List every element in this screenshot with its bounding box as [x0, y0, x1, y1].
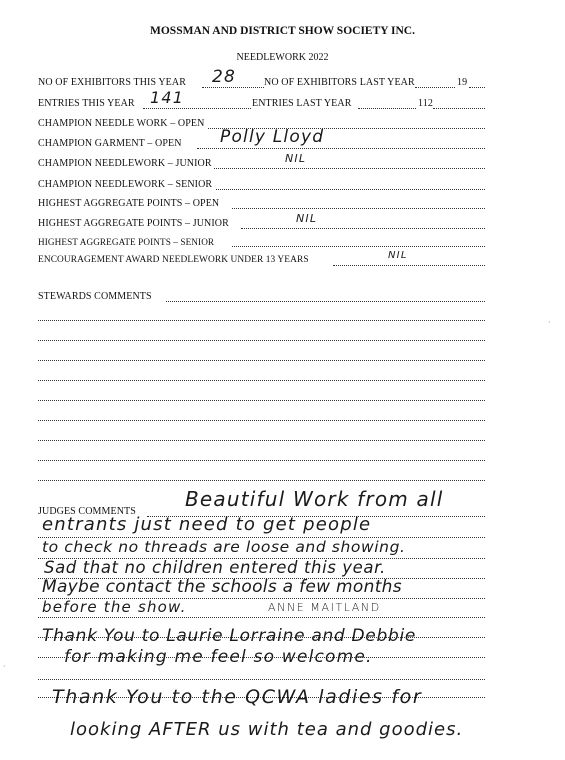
stewards-line — [38, 380, 485, 381]
exhibitors-last-year-value: 19 — [457, 77, 468, 88]
entries-this-year-value: 141 — [150, 88, 185, 107]
stewards-line — [38, 480, 485, 481]
highest-points-senior-line — [232, 246, 485, 247]
champion-garment-open-label: CHAMPION GARMENT – OPEN — [38, 138, 182, 149]
judges-comment-line-3: to check no threads are loose and showing. — [42, 538, 406, 556]
judges-comments-label: JUDGES COMMENTS — [38, 506, 136, 517]
judges-comment-line-9: Thank You to the QCWA ladies for — [52, 686, 423, 708]
entries-last-year-line-a — [358, 108, 416, 109]
judges-comment-line-2: entrants just need to get people — [42, 514, 372, 535]
entries-this-year-line — [143, 108, 251, 109]
exhibitors-this-year-value: 28 — [212, 67, 237, 87]
highest-points-open-label: HIGHEST AGGREGATE POINTS – OPEN — [38, 198, 220, 209]
judges-comment-line-6: before the show. — [42, 598, 187, 616]
scan-speck: · — [3, 662, 6, 671]
highest-points-junior-line — [241, 228, 485, 229]
champion-garment-open-value: Polly Lloyd — [220, 127, 325, 147]
judges-comment-line-1: Beautiful Work from all — [185, 487, 444, 511]
champion-needlework-senior-label: CHAMPION NEEDLEWORK – SENIOR — [38, 179, 213, 190]
encouragement-line — [333, 265, 485, 266]
judges-comment-line-7: Thank You to Laurie Lorraine and Debbie — [42, 626, 417, 646]
stewards-line — [38, 320, 485, 321]
judge-signature: ANNE MAITLAND — [268, 601, 381, 614]
stewards-comments-label: STEWARDS COMMENTS — [38, 291, 152, 302]
stewards-line — [38, 360, 485, 361]
document-subtitle: NEEDLEWORK 2022 — [236, 52, 329, 63]
champion-needlework-junior-line — [214, 168, 485, 169]
highest-points-senior-label: HIGHEST AGGREGATE POINTS – SENIOR — [38, 237, 215, 247]
entries-last-year-value: 112 — [418, 98, 433, 109]
judges-comment-line-8: for making me feel so welcome. — [64, 647, 373, 667]
exhibitors-last-year-label: NO OF EXHIBITORS LAST YEAR — [264, 77, 415, 88]
judges-comment-line-10: looking AFTER us with tea and goodies. — [70, 719, 464, 740]
exhibitors-this-year-line — [202, 87, 264, 88]
encouragement-value: NIL — [388, 250, 408, 261]
stewards-line — [38, 340, 485, 341]
judges-comment-line-4: Sad that no children entered this year. — [44, 558, 386, 577]
stewards-line — [38, 420, 485, 421]
highest-points-junior-value: NIL — [296, 212, 318, 225]
champion-needle-open-label: CHAMPION NEEDLE WORK – OPEN — [38, 118, 205, 129]
highest-points-open-line — [232, 208, 485, 209]
judges-line — [38, 617, 485, 618]
judges-line — [38, 679, 485, 680]
entries-last-year-label: ENTRIES LAST YEAR — [252, 98, 352, 109]
scan-speck: · — [548, 318, 551, 327]
highest-points-junior-label: HIGHEST AGGREGATE POINTS – JUNIOR — [38, 218, 229, 229]
document-title: MOSSMAN AND DISTRICT SHOW SOCIETY INC. — [150, 25, 415, 37]
champion-needlework-junior-value: NIL — [285, 152, 307, 165]
champion-needlework-junior-label: CHAMPION NEEDLEWORK – JUNIOR — [38, 158, 212, 169]
judges-comment-line-5: Maybe contact the schools a few months — [42, 577, 402, 597]
stewards-line — [38, 400, 485, 401]
champion-garment-open-line — [197, 148, 485, 149]
entries-this-year-label: ENTRIES THIS YEAR — [38, 98, 135, 109]
stewards-line — [38, 440, 485, 441]
champion-needlework-senior-line — [216, 189, 485, 190]
stewards-line — [166, 301, 485, 302]
encouragement-label: ENCOURAGEMENT AWARD NEEDLEWORK UNDER 13 YEARS — [38, 255, 309, 265]
entries-last-year-line-b — [433, 108, 485, 109]
exhibitors-this-year-label: NO OF EXHIBITORS THIS YEAR — [38, 77, 186, 88]
exhibitors-last-year-line-b — [469, 87, 485, 88]
exhibitors-last-year-line-a — [415, 87, 455, 88]
stewards-line — [38, 460, 485, 461]
